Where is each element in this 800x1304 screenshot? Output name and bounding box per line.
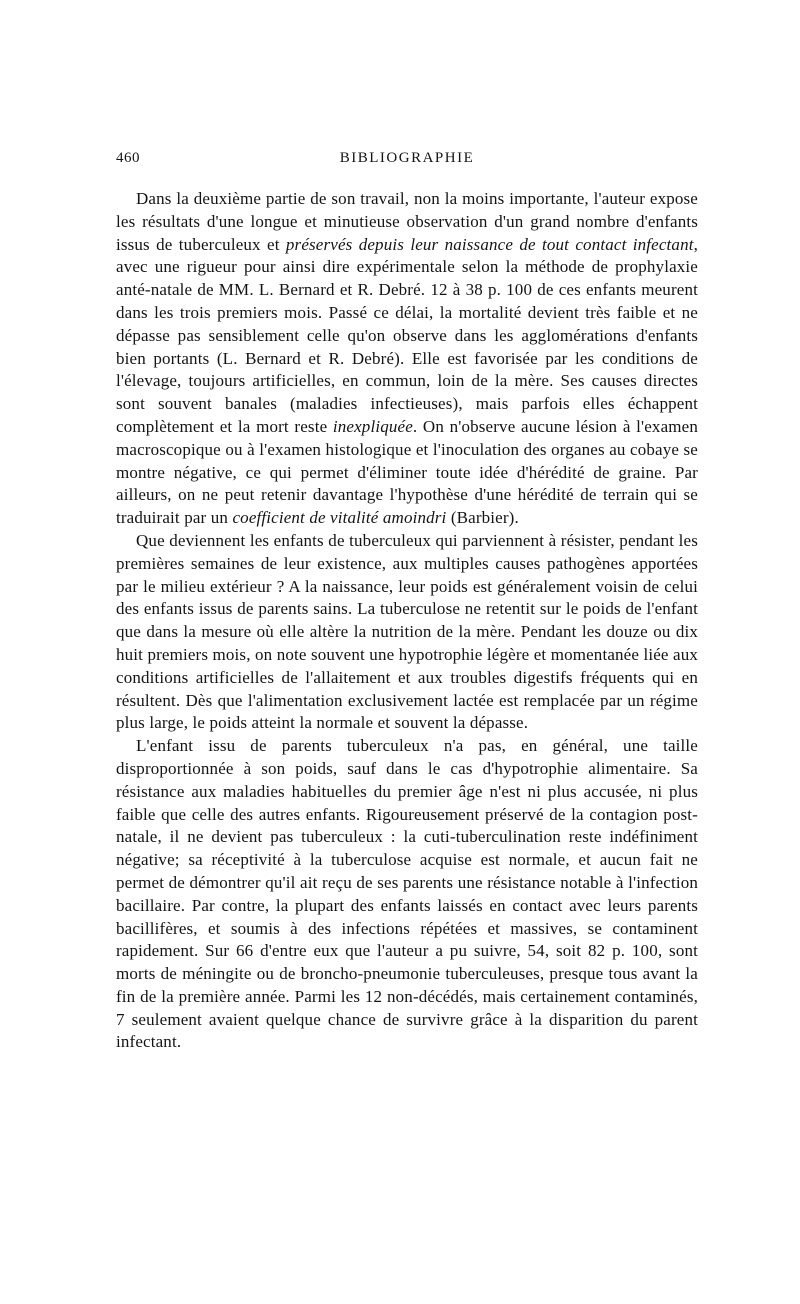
body-text <box>116 188 698 1054</box>
page-number: 460 <box>116 150 140 166</box>
text-segment: , avec une rigueur pour ainsi dire expérimentale selon la méthode de prophylaxie anté-natale de MM. L. Bernard et R. Debré. 12 à 38 p. 100 de ces enfants meurent dans les trois premiers mois. Passé ce délai, la mortalité devient très faible et ne dépasse pas sensiblement celle qu'on observe dans les agglomérations d'enfants bien portants (L. Bernard et R. Debré). Elle est favorisée par les conditions de l'élevage, toujours artificielles, en commun, loin de la mère. Ses causes directes sont souvent banales (maladies infectieuses), mais parfois elles échappent complètement et la mort reste <box>116 234 698 436</box>
paragraph <box>116 188 698 530</box>
text-segment: Que deviennent les enfants de tuberculeux qui parviennent à résister, pendant les premières semaines de leur existence, aux multiples causes pathogènes apportées par le milieu extérieur ? A la naissance, leur poids est généralement voisin de celui des enfants issus de parents sains. La tuberculose ne retentit sur le poids de l'enfant que dans la mesure où elle altère la nutrition de la mère. Pendant les douze ou dix huit premiers mois, on note souvent une hypotrophie légère et momentanée liée aux conditions artificielles de l'allaitement et aux troubles digestifs fréquents qui en résultent. Dès que l'alimentation exclusivement lactée est remplacée par un régime plus large, le poids atteint la normale et souvent la dépasse. <box>116 530 698 733</box>
italic-segment: coefficient de vitalité amoindri <box>232 508 447 528</box>
text-segment: . On n'observe aucune lésion à l'examen macroscopique ou à l'examen histologique et l'inoculation des organes au cobaye se montre négative, ce qui permet d'éliminer toute idée d'hérédité de graine. Par ailleurs, on ne peut retenir davantage l'hypothèse d'une hérédité de terrain qui se traduirait par un <box>116 416 698 528</box>
italic-segment: préservés depuis leur naissance de tout contact infectant <box>285 234 694 254</box>
text-segment: Dans la deuxième partie de son travail, non la moins importante, l'auteur expose les résultats d'une longue et minutieuse observation d'un grand nombre d'enfants issus de tuberculeux et <box>116 189 698 254</box>
text-segment: L'enfant issu de parents tuberculeux n'a pas, en général, une taille disproportionnée à son poids, sauf dans le cas d'hypotrophie alimentaire. Sa résistance aux maladies habituelles du premier âge n'est ni plus accusée, ni plus faible que celle des autres enfants. Rigoureusement préservé de la contagion post-natale, il ne devient pas tuberculeux : la cuti-tuberculination reste indéfiniment négative; sa réceptivité à la tuberculose acquise est normale, et aucun fait ne permet de démontrer qu'il ait reçu de ses parents une résistance notable à l'infection bacillaire. Par contre, la plupart des enfants laissés en contact avec leurs parents bacillifères, et soumis à des infections répétées et massives, se contaminent rapidement. Sur 66 d'entre eux que l'auteur a pu suivre, 54, soit 82 p. 100, sont morts de méningite ou de broncho-pneumonie tuberculeuses, presque tous avant la fin de la première année. Parmi les 12 non-décédés, mais certainement contaminés, 7 seulement avaient quelque chance de survivre grâce à la disparition du parent infectant. <box>116 736 698 1052</box>
italic-segment: inexpliquée <box>332 416 413 436</box>
page-header <box>116 150 698 172</box>
text-segment: (Barbier). <box>446 508 519 528</box>
paragraph <box>116 530 698 735</box>
running-head: BIBLIOGRAPHIE <box>339 150 475 166</box>
paragraph <box>116 735 698 1054</box>
